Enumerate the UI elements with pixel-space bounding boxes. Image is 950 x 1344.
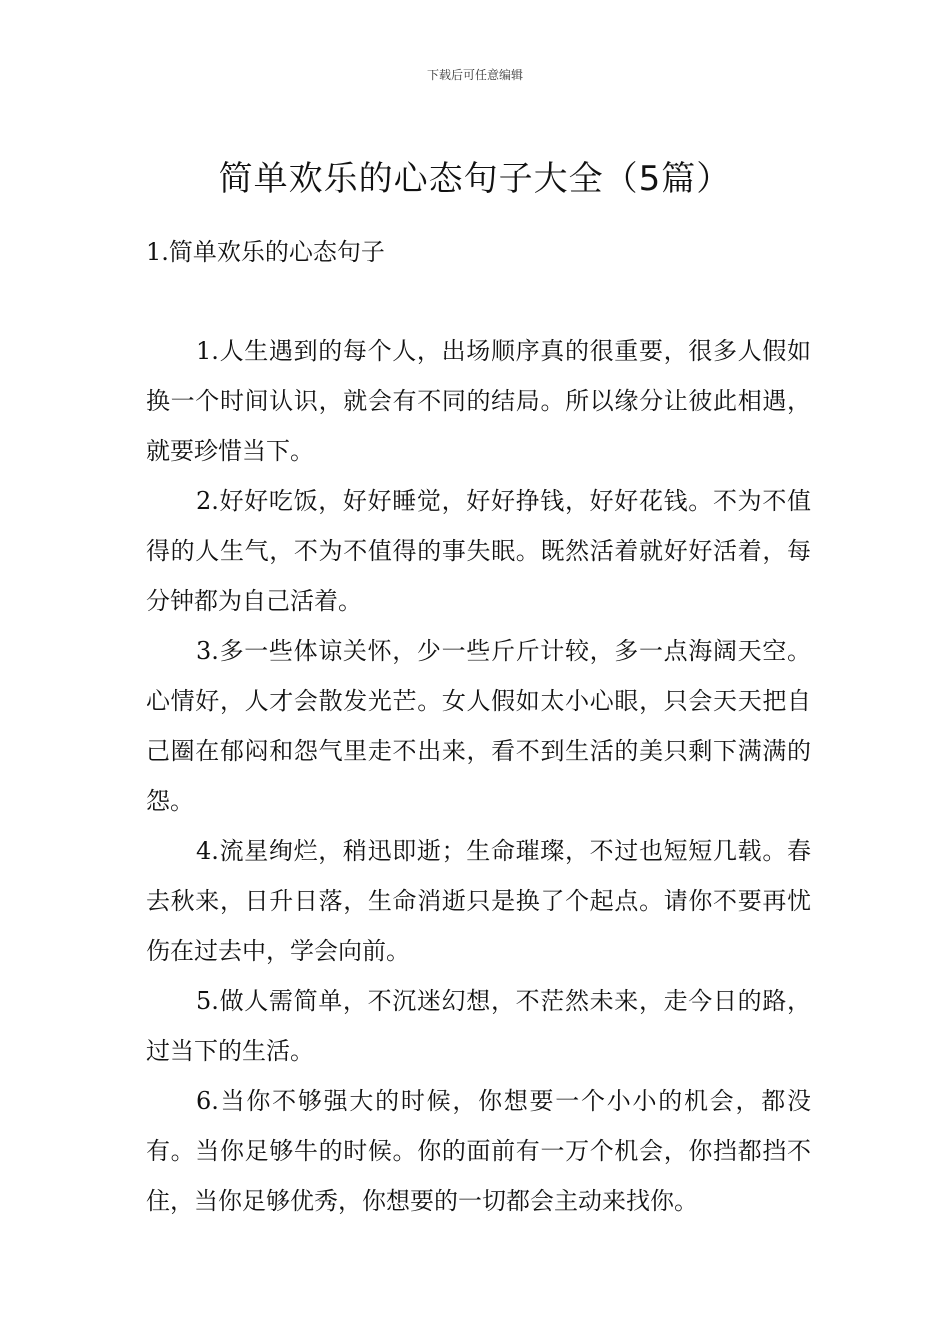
paragraph-4: 4.流星绚烂，稍迅即逝；生命璀璨，不过也短短几载。春去秋来，日升日落，生命消逝只是换了个起点。请你不要再忧伤在过去中，学会向前。 bbox=[146, 837, 811, 965]
section-heading: 1.简单欢乐的心态句子 bbox=[146, 238, 385, 266]
paragraph-5: 5.做人需简单，不沉迷幻想，不茫然未来，走今日的路，过当下的生活。 bbox=[146, 987, 811, 1065]
paragraph-3: 3.多一些体谅关怀，少一些斤斤计较，多一点海阔天空。心情好，人才会散发光芒。女人假如太小心眼，只会天天把自己圈在郁闷和怨气里走不出来，看不到生活的美只剩下满满的怨。 bbox=[146, 637, 811, 815]
paragraph-1: 1.人生遇到的每个人，出场顺序真的很重要，很多人假如换一个时间认识，就会有不同的结局。所以缘分让彼此相遇，就要珍惜当下。 bbox=[146, 337, 811, 465]
document-body bbox=[146, 326, 811, 1226]
document-title: 简单欢乐的心态句子大全（5篇） bbox=[218, 158, 732, 199]
page-header-note: 下载后可任意编辑 bbox=[426, 68, 523, 82]
paragraph-6: 6.当你不够强大的时候，你想要一个小小的机会，都没有。当你足够牛的时候。你的面前有一万个机会，你挡都挡不住，当你足够优秀，你想要的一切都会主动来找你。 bbox=[146, 1087, 811, 1215]
paragraph-2: 2.好好吃饭，好好睡觉，好好挣钱，好好花钱。不为不值得的人生气，不为不值得的事失眠。既然活着就好好活着，每分钟都为自己活着。 bbox=[146, 487, 811, 615]
